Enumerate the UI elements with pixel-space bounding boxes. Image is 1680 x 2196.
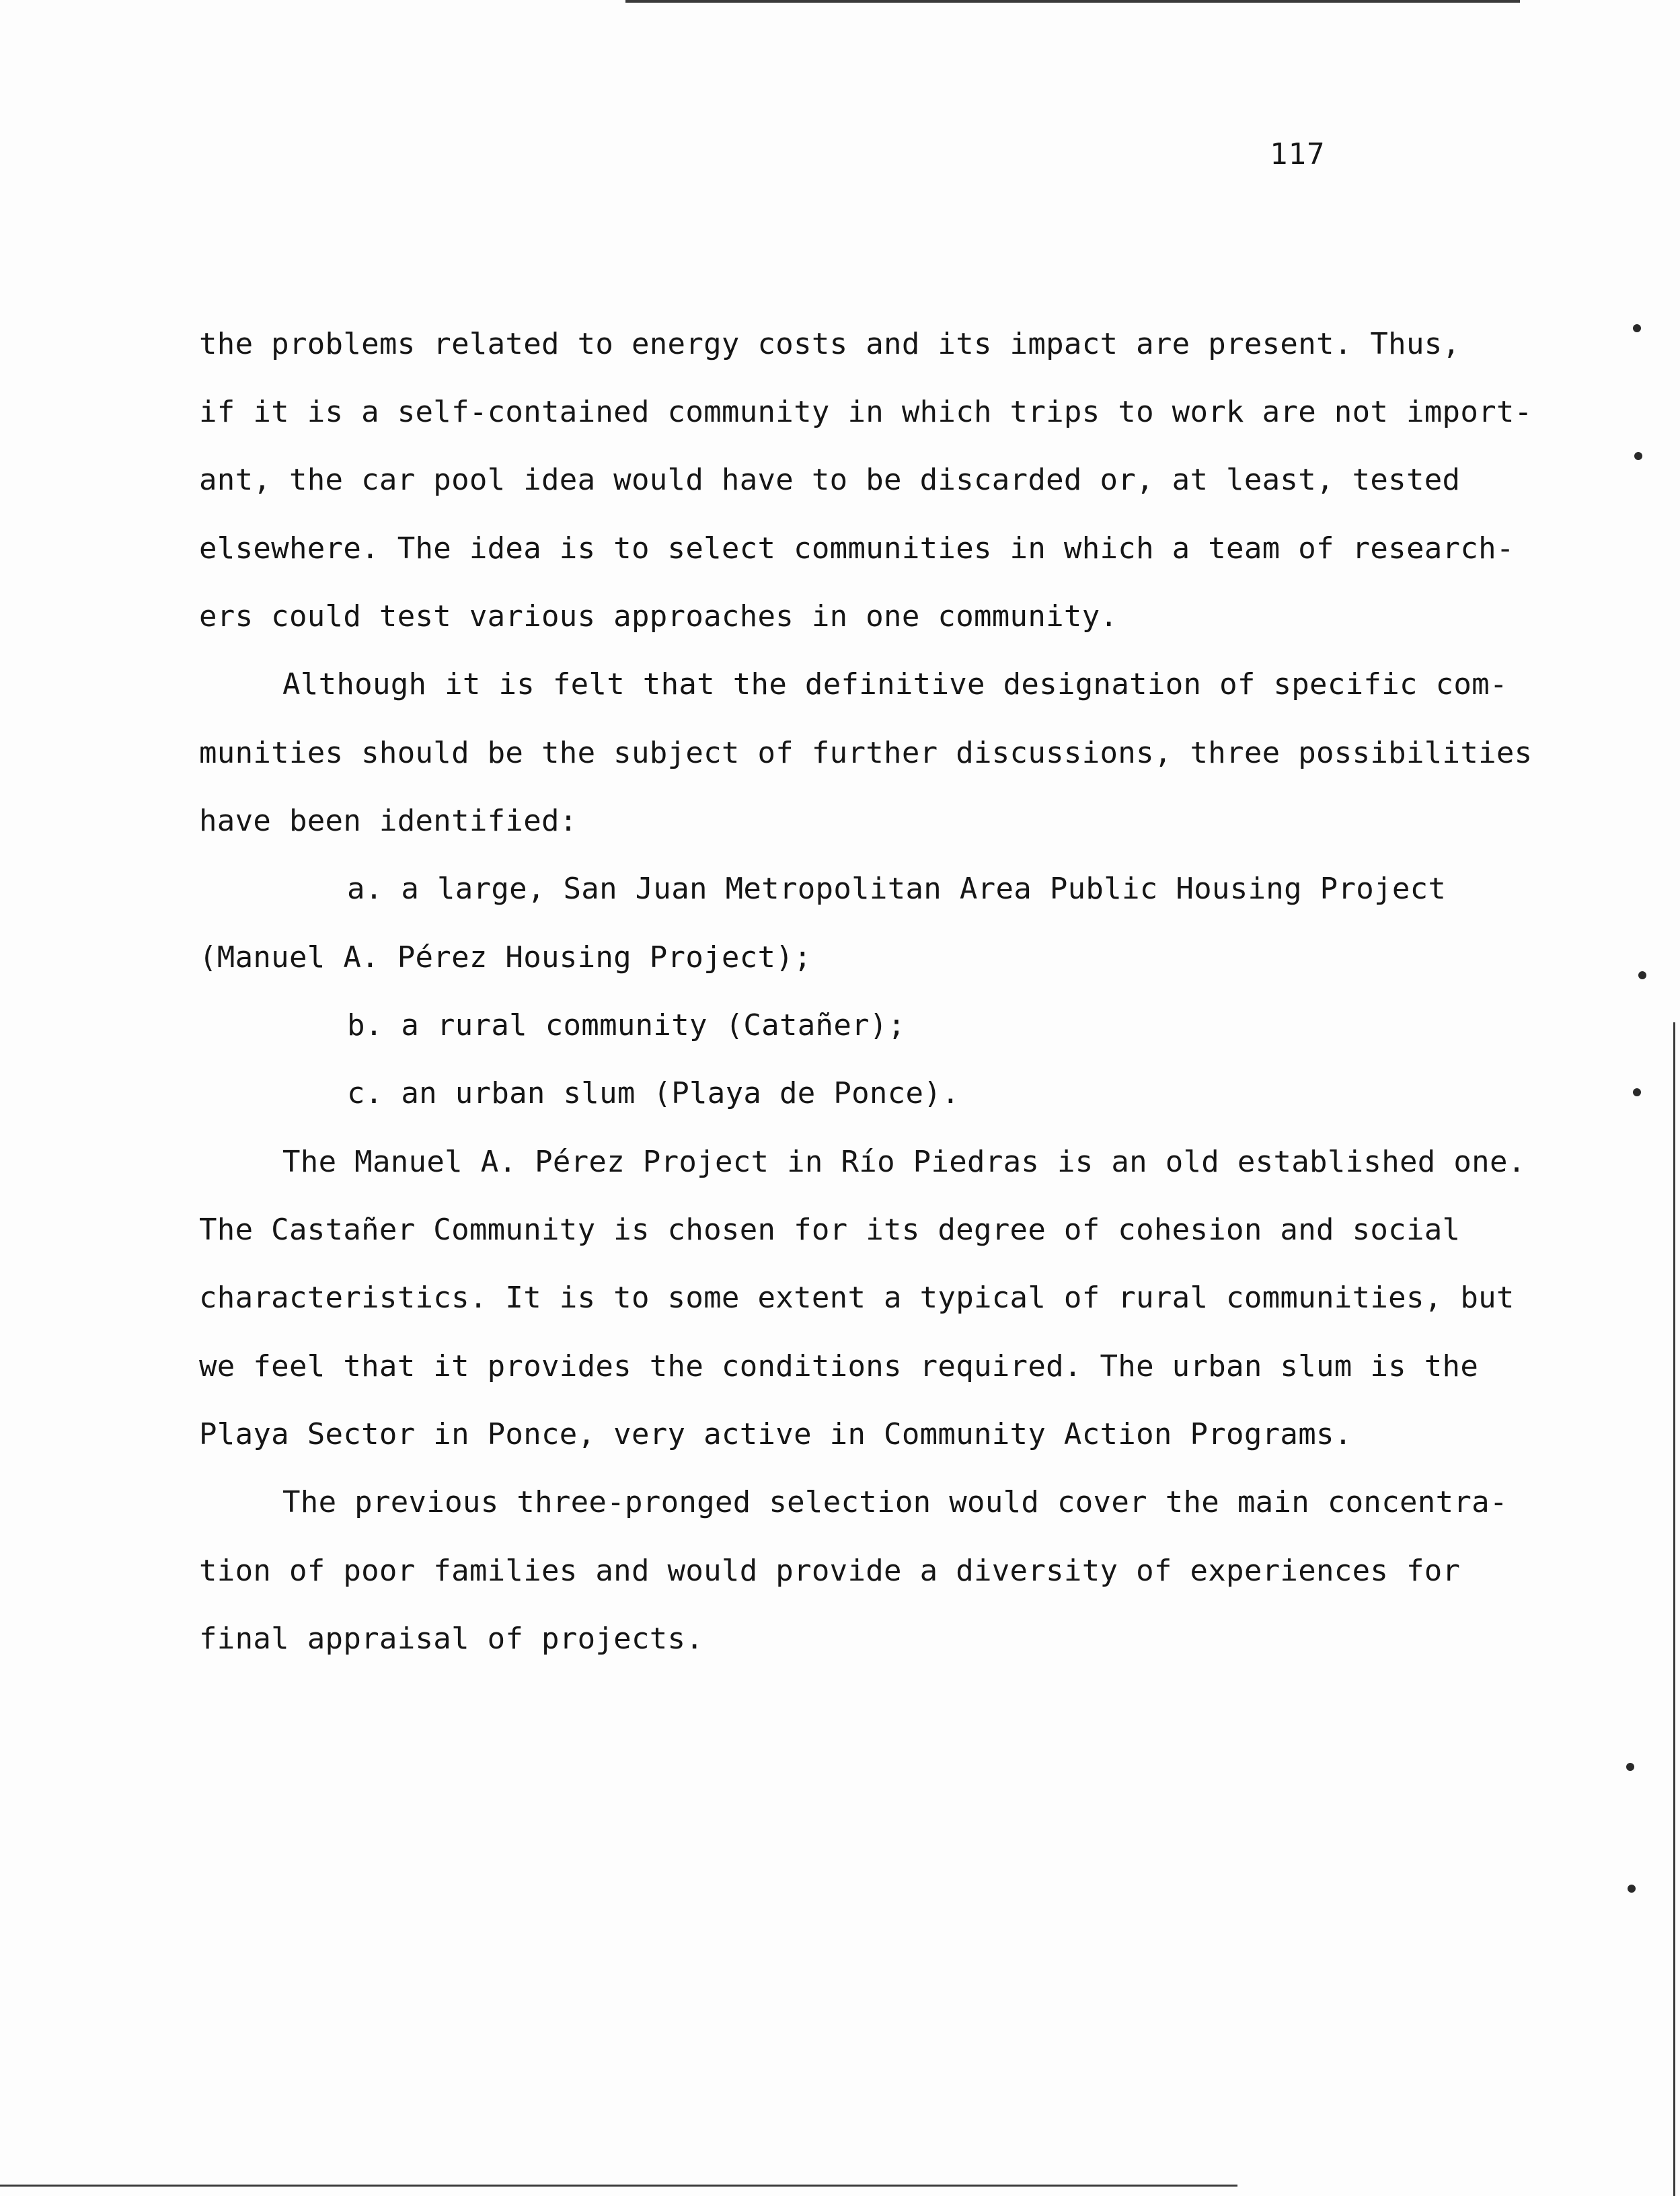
margin-speck-mark (1633, 324, 1641, 332)
text-line: we feel that it provides the conditions required. The urban slum is the (199, 1349, 1479, 1384)
margin-speck-mark (1628, 1885, 1636, 1893)
top-scan-rule (625, 0, 1520, 3)
text-line: The Castañer Community is chosen for its degree of cohesion and social (199, 1213, 1461, 1247)
text-line: ers could test various approaches in one community. (199, 599, 1118, 634)
text-line: elsewhere. The idea is to select communities in which a team of research- (199, 531, 1515, 566)
text-line: characteristics. It is to some extent a typical of rural communities, but (199, 1281, 1515, 1315)
text-line: have been identified: (199, 804, 578, 838)
text-line: tion of poor families and would provide a diversity of experiences for (199, 1554, 1461, 1588)
list-item-a: a. a large, San Juan Metropolitan Area Public Housing Project (347, 872, 1447, 906)
text-line: Playa Sector in Ponce, very active in Community Action Programs. (199, 1417, 1352, 1451)
text-line: Although it is felt that the definitive designation of specific com- (282, 667, 1508, 702)
text-line: The previous three-pronged selection would cover the main concentra- (282, 1485, 1508, 1519)
text-line: the problems related to energy costs and its impact are present. Thus, (199, 327, 1461, 361)
list-item-c: c. an urban slum (Playa de Ponce). (347, 1076, 960, 1110)
text-line: The Manuel A. Pérez Project in Río Piedras is an old established one. (282, 1145, 1526, 1179)
page-number: 117 (1270, 137, 1326, 172)
list-item-b: b. a rural community (Catañer); (347, 1008, 906, 1043)
text-line: final appraisal of projects. (199, 1622, 704, 1656)
bottom-scan-rule (0, 2185, 1237, 2187)
list-item-a-continuation: (Manuel A. Pérez Housing Project); (199, 940, 812, 975)
margin-speck-mark (1626, 1763, 1634, 1771)
margin-speck-mark (1634, 452, 1642, 460)
text-line: ant, the car pool idea would have to be discarded or, at least, tested (199, 463, 1461, 497)
right-scan-edge (1673, 1022, 1675, 2196)
text-line: munities should be the subject of further discussions, three possibilities (199, 736, 1533, 770)
margin-speck-mark (1633, 1088, 1641, 1096)
margin-speck-mark (1638, 971, 1646, 979)
text-line: if it is a self-contained community in which trips to work are not import- (199, 395, 1533, 429)
